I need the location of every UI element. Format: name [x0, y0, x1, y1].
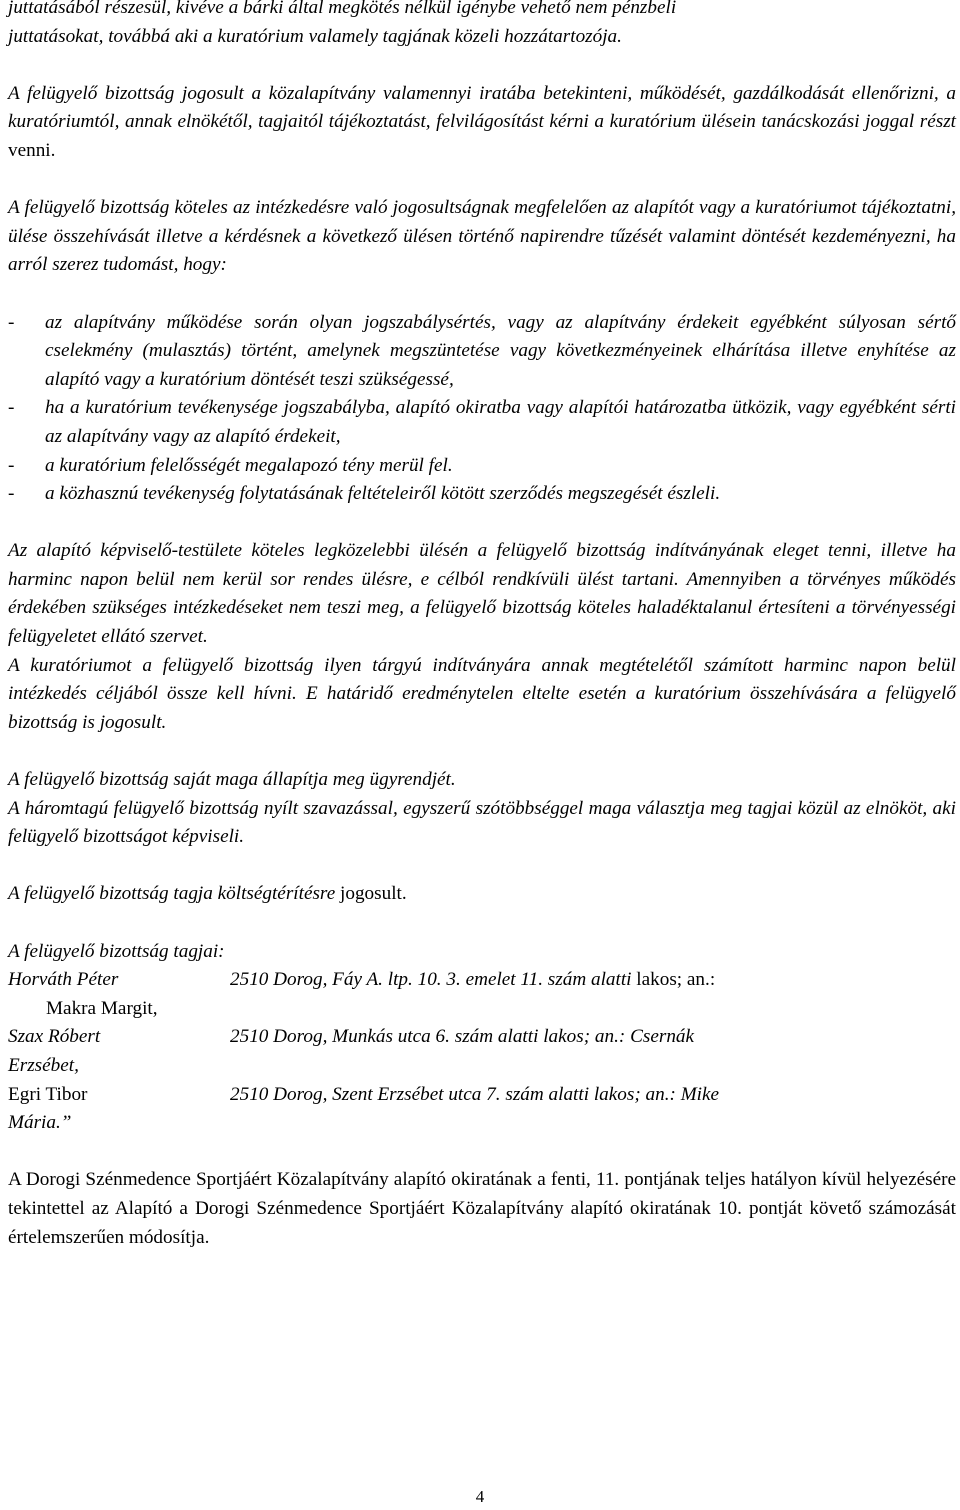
member-name: Egri Tibor [8, 1083, 88, 1105]
plain-text: jogosult. [335, 883, 407, 905]
member-name: Makra Margit, [46, 997, 158, 1019]
member-name: Erzsébet, [8, 1054, 79, 1076]
plain-text: venni. [8, 139, 56, 161]
list-item-text: a közhasznú tevékenység folytatásának feltételeiről kötött szerződés megszegését észleli. [45, 483, 721, 505]
paragraph-chair-election: A háromtagú felügyelő bizottság nyílt szavazással, egyszerű szótöbbséggel maga választja meg tagjai közül az elnököt, aki felügyelő bizottságot képviseli. [8, 797, 956, 848]
member-row [8, 995, 956, 1024]
list-item [8, 480, 956, 509]
text-line: juttatásokat, továbbá aki a kuratórium valamely tagjának közeli hozzátartozója. [8, 25, 622, 47]
paragraph-curatorium-convening: A kuratóriumot a felügyelő bizottság ilyen tárgyú indítványára annak megtételétől számított harminc napon belül intézkedés céljából össze kell hívni. E határidő eredménytelen eltelte esetén a kuratórium összehívására a felügyelő bizottság is jogosult. [8, 654, 956, 733]
member-name: Mária.” [8, 1112, 72, 1134]
document-page [8, 0, 956, 1252]
bullet-list [8, 309, 956, 509]
member-name: Horváth Péter [8, 969, 119, 991]
bullet-dash: - [8, 311, 15, 333]
paragraph-founder-obligation: Az alapító képviselő-testülete köteles legközelebbi ülésén a felügyelő bizottság indítványának eleget tenni, illetve ha harminc napon belül nem kerül sor rendes ülésre, e célból rendkívüli ülést tartani. Amennyiben a törvényes működés érdekében szükséges intézkedéseket nem teszi meg, a felügyelő bizottság köteles haladéktalanul értesíteni a törvényességi felügyeletet ellátó szervet. [8, 540, 956, 648]
list-item [8, 394, 956, 451]
members-section [8, 938, 956, 1138]
member-row [8, 966, 956, 995]
paragraph-continuation [8, 0, 956, 51]
members-heading: A felügyelő bizottság tagjai: [8, 940, 225, 962]
italic-text: A felügyelő bizottság tagja költségtérítésre [8, 883, 336, 905]
member-address: 2510 Dorog, Munkás utca 6. szám alatti lakos; an.: Csernák [230, 1026, 695, 1048]
page-number: 4 [475, 1487, 485, 1506]
member-row [8, 1109, 956, 1138]
list-item-text: az alapítvány működése során olyan jogszabálysértés, vagy az alapítvány érdekeit egyébként súlyosan sértő cselekmény (mulasztás) történt, amelynek megszüntetése vagy következményeinek elhárítása illetve enyhítése az alapító vagy a kuratórium döntését teszi szükségessé, [45, 311, 956, 390]
member-address-suffix: lakos; an.: [631, 969, 716, 991]
member-address: 2510 Dorog, Fáy A. ltp. 10. 3. emelet 11. szám alatti [230, 969, 632, 991]
italic-text: A felügyelő bizottság jogosult a közalapítvány valamennyi iratába betekinteni, működését, gazdálkodását ellenőrizni, a kuratóriumtól, annak elnökétől, tagjaitól tájékoztatást, felvilágosítást kérni a kuratórium ülésein tanácskozási joggal részt [8, 82, 956, 133]
member-row [8, 1052, 956, 1081]
list-item-text: a kuratórium felelősségét megalapozó tény merül fel. [45, 454, 453, 476]
list-item [8, 452, 956, 481]
list-item-text: ha a kuratórium tevékenysége jogszabályba, alapító okiratba vagy alapítói határozatba ütközik, vagy egyébként sérti az alapítvány vagy az alapító érdekeit, [45, 397, 956, 447]
paragraph-amendment: A Dorogi Szénmedence Sportjáért Közalapítvány alapító okiratának a fenti, 11. pontjának teljes hatályon kívül helyezésére tekintettel az Alapító a Dorogi Szénmedence Sportjáért Közalapítvány alapító okiratának 10. pontját követő számozását értelemszerűen módosítja. [8, 1169, 956, 1248]
paragraph-supervisory-rights [8, 80, 956, 166]
member-name: Szax Róbert [8, 1026, 101, 1048]
text-line: juttatásából részesül, kivéve a bárki által megkötés nélkül igénybe vehető nem pénzbeli [8, 0, 677, 18]
member-row [8, 1023, 956, 1052]
bullet-dash: - [8, 454, 15, 476]
bullet-dash: - [8, 397, 15, 419]
member-row [8, 1081, 956, 1110]
paragraph-cost-reimbursement [8, 880, 956, 909]
paragraph-rules-of-procedure: A felügyelő bizottság saját maga állapítja meg ügyrendjét. [8, 769, 456, 791]
member-address: 2510 Dorog, Szent Erzsébet utca 7. szám alatti lakos; an.: Mike [230, 1083, 720, 1105]
bullet-dash: - [8, 483, 15, 505]
paragraph-supervisory-duties: A felügyelő bizottság köteles az intézkedésre való jogosultságnak megfelelően az alapítót vagy a kuratóriumot tájékoztatni, ülése összehívását illetve a kérdésnek a következő ülésen történő napirendre tűzését valamint döntését kezdeményezni, ha arról szerez tudomást, hogy: [8, 197, 956, 276]
list-item [8, 309, 956, 395]
